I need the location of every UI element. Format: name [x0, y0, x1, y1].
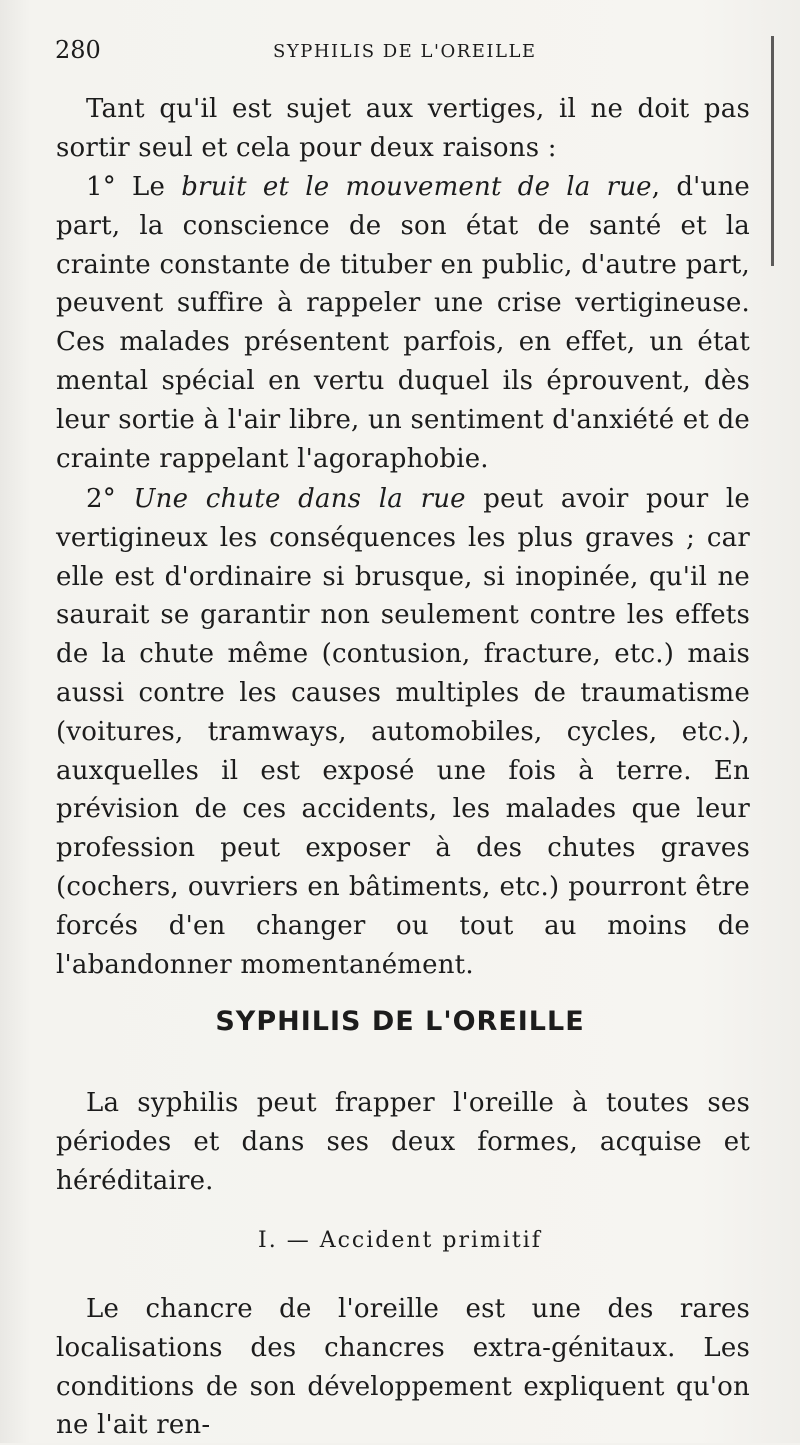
subsection-heading: I. — Accident primitif	[258, 1228, 542, 1253]
page-number: 280	[55, 36, 101, 64]
paragraph-reason-two	[56, 480, 750, 984]
reason-two-text: peut avoir pour le vertigineux les conséquences les plus graves ; car elle est d'ordinaire si brusque, si inopinée, qu'il ne saurait se garantir non seulement contre les effets de la chute même (contusion, fracture, etc.) mais aussi contre les causes multiples de traumatisme (voitures, tramways, automobiles, cycles, etc.), auxquelles il est exposé une fois à terre. En prévision de ces accidents, les malades que leur profession peut exposer à des chutes graves (cochers, ouvriers en bâtiments, etc.) pourront être forcés d'en changer ou tout au moins de l'abandonner momentanément.	[56, 484, 750, 980]
paragraph-text: Le chancre de l'oreille est une des rares localisations des chancres extra-génitaux. Les conditions de son développement expliquent qu'on ne l'ait ren-	[56, 1294, 750, 1441]
paragraph-text: Tant qu'il est sujet aux vertiges, il ne doit pas sortir seul et cela pour deux raisons :	[56, 94, 750, 163]
running-head: SYPHILIS DE L'OREILLE	[273, 41, 537, 62]
reason-one-number: 1° Le	[86, 172, 182, 202]
page-header	[55, 36, 740, 72]
reason-two-number: 2°	[86, 484, 134, 514]
reason-one-emphasis: bruit et le mouvement de la rue	[181, 172, 652, 202]
section-heading: SYPHILIS DE L'OREILLE	[215, 1006, 585, 1037]
paragraph-text: La syphilis peut frapper l'oreille à toutes ses périodes et dans ses deux formes, acquise et héréditaire.	[56, 1088, 750, 1196]
page-edge-line	[771, 36, 774, 266]
paragraph-vertigo-intro	[56, 90, 750, 168]
paragraph-reason-one	[56, 168, 750, 478]
paragraph-chancre	[56, 1290, 750, 1445]
reason-one-text: , d'une part, la conscience de son état de santé et la crainte constante de tituber en public, d'autre part, peuvent suffire à rappeler une crise vertigineuse. Ces malades présentent parfois, en effet, un état mental spécial en vertu duquel ils éprouvent, dès leur sortie à l'air libre, un sentiment d'anxiété et de crainte rappelant l'agoraphobie.	[56, 172, 750, 474]
reason-two-emphasis: Une chute dans la rue	[133, 484, 466, 514]
paragraph-syphilis-intro	[56, 1084, 750, 1200]
